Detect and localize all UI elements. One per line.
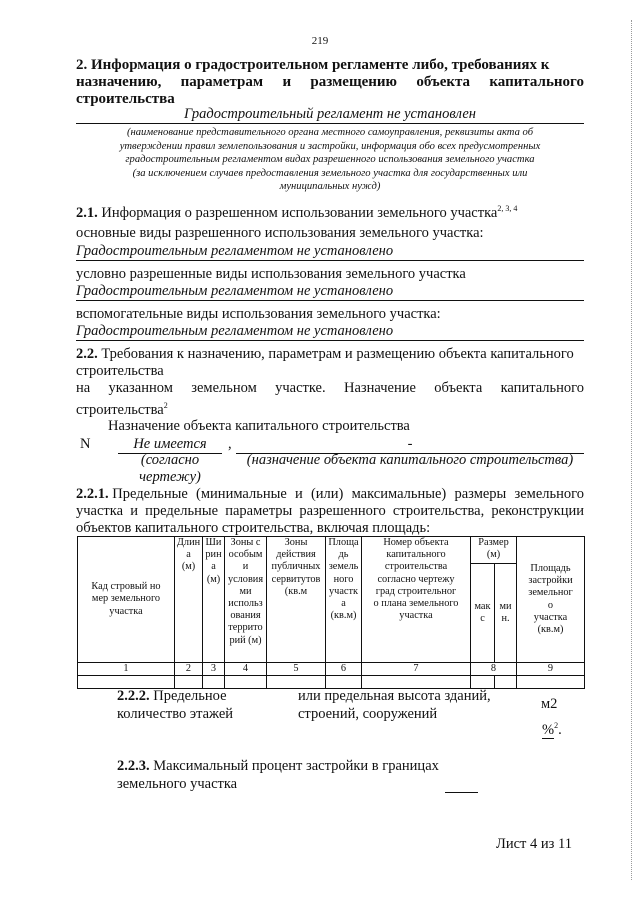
text-word: земельном xyxy=(191,380,257,396)
column-number: 6 xyxy=(326,663,362,676)
column-number: 8 xyxy=(471,663,517,676)
table-cell xyxy=(203,676,225,689)
text-word: Предельные xyxy=(108,486,188,502)
scan-page-edge xyxy=(630,20,632,880)
section-2-2-line2: строительства xyxy=(76,363,164,379)
section-2-2-line4 xyxy=(76,397,168,419)
text-word: участке. xyxy=(275,380,326,396)
text-word: (минимальные xyxy=(196,486,287,502)
heading-word: параметрам xyxy=(180,74,264,90)
section-2-2-text: Требования к назначению, параметрам и размещению объекта капитального xyxy=(97,346,574,362)
header-object-number: Номер объекта капитального строительства согласно чертежу град строительног о плана земельного участка xyxy=(362,537,471,663)
caption-purpose: (назначение объекта капитального строительства) xyxy=(246,452,574,468)
regulation-value: Градостроительный регламент не установлен xyxy=(76,106,584,124)
text-word: земельного xyxy=(514,486,584,502)
section-2-2-3-number: 2.2.3. xyxy=(117,758,150,774)
caption-line: градостроительным регламентом видах разрешенного использования земельного участка xyxy=(125,154,535,165)
header-size: Размер (м) xyxy=(471,537,517,564)
caption-per-drawing xyxy=(118,452,222,486)
comma: , xyxy=(228,436,232,452)
section-2-2-3-line2: земельного участка xyxy=(117,776,238,792)
period: . xyxy=(558,721,562,738)
header-size-min: ми н. xyxy=(495,564,517,663)
text-word: объекта xyxy=(434,380,483,396)
section-2-2-1-line3: объектов капитального строительства, включая площадь: xyxy=(76,520,431,536)
section-2-1-number: 2.1. xyxy=(76,204,98,221)
text-word: размеры xyxy=(454,486,507,502)
section-2-2-1-line1 xyxy=(76,486,584,503)
section-2-2-2-title xyxy=(117,688,227,705)
column-number: 5 xyxy=(267,663,326,676)
text-word: предельные xyxy=(145,503,219,519)
text-word: и xyxy=(294,486,303,502)
text-word: указанном xyxy=(108,380,173,396)
text-word: реконструкции xyxy=(491,503,584,519)
section-2-1-text: Информация о разрешенном использовании земельного участка xyxy=(97,204,498,221)
text-word: капитального xyxy=(500,380,584,396)
section-2-2-2-number: 2.2.2. xyxy=(117,688,150,704)
table-cell xyxy=(471,676,495,689)
text: строительства xyxy=(76,401,164,418)
text-word: (или) xyxy=(310,486,344,502)
page-number: 219 xyxy=(311,35,329,47)
column-number: 1 xyxy=(78,663,175,676)
section-2-heading-line1: 2. Информация о градостроительном регламенте либо, требованиях к xyxy=(76,57,550,73)
section-2-2-number: 2.2. xyxy=(76,346,98,362)
column-number: 7 xyxy=(362,663,471,676)
column-number: 4 xyxy=(225,663,267,676)
table-cell xyxy=(225,676,267,689)
caption-line: чертежу) xyxy=(139,469,201,485)
text-word: строительства, xyxy=(392,503,485,519)
text-word: участка xyxy=(76,503,124,519)
section-2-heading-line2 xyxy=(76,74,584,91)
section-2-1-title xyxy=(76,200,517,222)
section-2-2-1-line2 xyxy=(76,503,584,520)
table-cell xyxy=(175,676,203,689)
percent-sign: % xyxy=(542,721,555,738)
regulation-caption xyxy=(76,126,584,194)
object-purpose-value: - xyxy=(236,436,584,454)
caption-line: муниципальных нужд) xyxy=(279,181,381,192)
text-word: Назначение xyxy=(343,380,416,396)
text-word: разрешенного xyxy=(299,503,386,519)
text: Максимальный процент застройки в границах xyxy=(149,758,439,774)
percent-unit xyxy=(542,717,562,739)
heading-word: капитального xyxy=(489,74,584,90)
header-plot-area: Площа дь земель ного участк а (кв.м) xyxy=(326,537,362,663)
caption-line: (согласно xyxy=(140,452,200,468)
unit-m2: м2 xyxy=(541,696,558,712)
heading-word: объекта xyxy=(416,74,471,90)
text-word: максимальные) xyxy=(351,486,447,502)
caption-line: утверждении правил землепользования и застройки, информация обо всех предусмотренных xyxy=(119,140,541,152)
basic-uses-value: Градостроительным регламентом не установлено xyxy=(76,243,584,261)
sheet-counter: Лист 4 из 11 xyxy=(496,836,572,852)
max-height-line2: строений, сооружений xyxy=(298,706,438,722)
table-cell xyxy=(326,676,362,689)
auxiliary-uses-value: Градостроительным регламентом не установлено xyxy=(76,323,584,341)
heading-word: и xyxy=(282,74,292,90)
header-cadastral-number: Кад стровый но мер земельного участка xyxy=(78,537,175,663)
section-2-2-3-title xyxy=(117,758,439,775)
max-height-line1: или предельная высота зданий, xyxy=(298,688,491,704)
text: Предельное xyxy=(149,688,227,704)
header-servitude-zones: Зоны действия публичных сервитутов (кв.м xyxy=(267,537,326,663)
table-cell xyxy=(362,676,471,689)
header-length: Длин а (м) xyxy=(175,537,203,663)
object-number-value: Не имеется xyxy=(118,436,222,454)
caption-line: (за исключением случаев предоставления земельного участка для государственных или xyxy=(132,167,528,179)
n-label: N xyxy=(80,436,91,452)
table-cell xyxy=(78,676,175,689)
section-2-2-2-line2: количество этажей xyxy=(117,706,234,722)
header-built-area: Площадь застройки земельног о участка (кв.м) xyxy=(517,537,585,663)
header-size-max: мак с xyxy=(471,564,495,663)
column-number: 3 xyxy=(203,663,225,676)
conditional-uses-value: Градостроительным регламентом не установлено xyxy=(76,283,584,301)
text-word: на xyxy=(76,380,91,396)
footnote-ref: 2 xyxy=(163,401,168,410)
section-2-heading-line3: строительства xyxy=(76,91,175,107)
footnote-ref: 2, 3, 4 xyxy=(497,204,518,213)
heading-word: размещению xyxy=(310,74,398,90)
conditional-uses-label: условно разрешенные виды использования земельного участка xyxy=(76,266,466,282)
value-blank-line xyxy=(445,792,478,793)
caption-line: (наименование представительного органа местного самоуправления, реквизиты акта об xyxy=(126,127,534,138)
column-number: 2 xyxy=(175,663,203,676)
table-cell xyxy=(517,676,585,689)
header-width: Ши рин а (м) xyxy=(203,537,225,663)
section-2-2-title xyxy=(76,346,574,363)
header-special-zones: Зоны с особым и условия ми использ ования террито рий (м) xyxy=(225,537,267,663)
section-2-2-1-number: 2.2.1. xyxy=(76,486,109,502)
column-number: 9 xyxy=(517,663,585,676)
table-cell xyxy=(267,676,326,689)
parameters-table xyxy=(77,536,585,689)
footnote-ref: 2 xyxy=(554,721,559,730)
section-2-2-line3 xyxy=(76,380,584,397)
auxiliary-uses-label: вспомогательные виды использования земельного участка: xyxy=(76,306,441,322)
text-word: параметры xyxy=(225,503,293,519)
basic-uses-label: основные виды разрешенного использования земельного участка: xyxy=(76,225,484,241)
text-word: и xyxy=(130,503,138,519)
purpose-label: Назначение объекта капитального строительства xyxy=(108,418,410,434)
heading-word: назначению, xyxy=(76,74,162,90)
table-cell xyxy=(495,676,517,689)
